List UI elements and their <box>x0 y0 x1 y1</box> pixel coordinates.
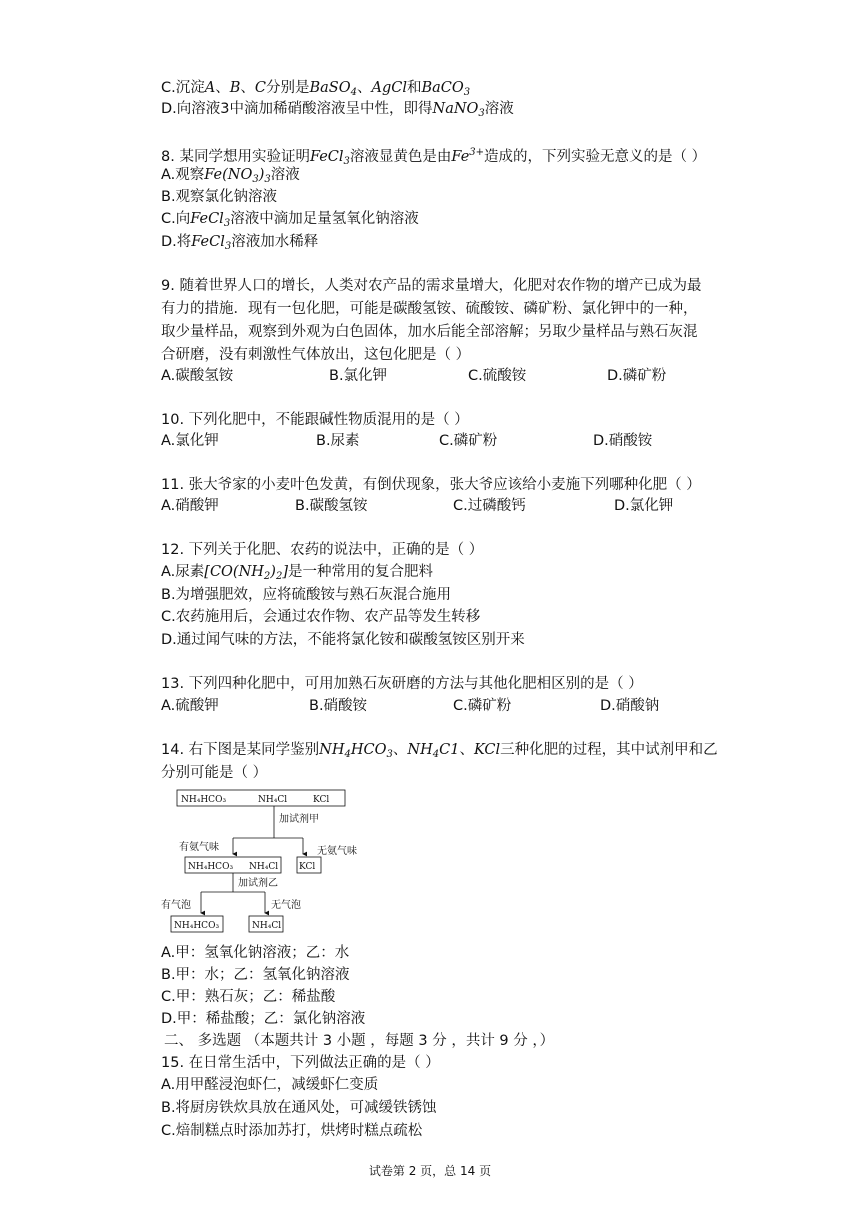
section-heading: 二、 多选题 （本题共计 3 小题 ，每题 3 分 ，共计 9 分 ，） <box>164 1033 555 1049</box>
identification-flowchart <box>161 788 381 938</box>
no-ammonia-smell-label: 无氨气味 <box>317 846 357 857</box>
q12-option-b: B.为增强肥效，应将硫酸铵与熟石灰混合施用 <box>161 587 452 603</box>
top-potassium-chloride-label: KCl <box>313 795 330 805</box>
q11-option-d: D.氯化钾 <box>614 498 674 514</box>
q10-option-d: D.硝酸铵 <box>593 433 653 449</box>
q10-options <box>161 431 721 451</box>
q11-stem: 11. 张大爷家的小麦叶色发黄，有倒伏现象，张大爷应该给小麦施下列哪种化肥（ ） <box>161 477 701 493</box>
q15-stem: 15. 在日常生活中，下列做法正确的是（ ） <box>161 1055 440 1071</box>
q9-option-a: A.碳酸氢铵 <box>161 368 234 384</box>
q7-option-c: C.沉淀A、B、C分别是BaSO$_4$、AgCl和BaCO$_3$ <box>161 80 471 98</box>
q13-option-d: D.硝酸钠 <box>600 698 660 714</box>
q8-option-b: B.观察氯化钠溶液 <box>161 189 278 205</box>
bottom-ammonium-chloride-label: NH₄Cl <box>252 921 282 931</box>
q9-stem-line4: 合研磨，没有刺激性气体放出，这包化肥是（ ） <box>161 347 471 363</box>
top-ammonium-chloride-label: NH₄Cl <box>258 795 288 805</box>
reagent-2-label: 加试剂乙 <box>238 878 278 889</box>
q11-options <box>161 496 721 516</box>
mid-potassium-chloride-label: KCl <box>299 862 316 872</box>
q9-stem-line1: 9. 随着世界人口的增长，人类对农产品的需求量增大，化肥对农作物的增产已成为最 <box>161 278 702 294</box>
q14-option-d: D.甲：稀盐酸；乙：氯化钠溶液 <box>161 1011 366 1027</box>
q14-option-a: A.甲：氢氧化钠溶液；乙：水 <box>161 945 350 961</box>
q10-option-a: A.氯化钾 <box>161 433 219 449</box>
bottom-ammonium-bicarbonate-label: NH₄HCO₃ <box>174 921 220 931</box>
q9-option-d: D.磷矿粉 <box>607 368 667 384</box>
page-footer: 试卷第 2 页，总 14 页 <box>368 1164 492 1178</box>
q13-option-c: C.磷矿粉 <box>453 698 512 714</box>
q12-option-d: D.通过闻气味的方法，不能将氯化铵和碳酸氢铵区别开来 <box>161 632 525 648</box>
q12-option-c: C.农药施用后，会通过农作物、农产品等发生转移 <box>161 609 481 625</box>
q10-option-b: B.尿素 <box>316 433 360 449</box>
has-ammonia-smell-label: 有氨气味 <box>179 842 219 853</box>
q9-option-c: C.硫酸铵 <box>468 368 527 384</box>
mid-ammonium-chloride-label: NH₄Cl <box>249 862 279 872</box>
q9-stem-line3: 取少量样品，观察到外观为白色固体，加水后能全部溶解；另取少量样品与熟石灰混 <box>161 324 698 340</box>
q15-option-c: C.焙制糕点时添加苏打，烘烤时糕点疏松 <box>161 1123 423 1139</box>
q13-option-a: A.硫酸钾 <box>161 698 219 714</box>
q10-option-c: C.磷矿粉 <box>439 433 498 449</box>
q12-option-a: A.尿素$[CO(NH_2)_2]$是一种常用的复合肥料 <box>161 564 434 582</box>
has-bubbles-label: 有气泡 <box>161 900 191 911</box>
q8-option-d: D.将FeCl$_3$溶液加水稀释 <box>161 234 319 252</box>
reagent-1-label: 加试剂甲 <box>279 814 319 825</box>
q9-option-b: B.氯化钾 <box>329 368 388 384</box>
q15-option-b: B.将厨房铁炊具放在通风处，可减缓铁锈蚀 <box>161 1100 437 1116</box>
top-ammonium-bicarbonate-label: NH₄HCO₃ <box>181 795 227 805</box>
q7-option-d: D.向溶液3中滴加稀硝酸溶液呈中性，即得NaNO$_3$溶液 <box>161 101 514 119</box>
mid-ammonium-bicarbonate-label: NH₄HCO₃ <box>188 862 234 872</box>
q10-stem: 10. 下列化肥中，不能跟碱性物质混用的是（ ） <box>161 412 469 428</box>
q13-stem: 13. 下列四种化肥中，可用加熟石灰研磨的方法与其他化肥相区别的是（ ） <box>161 676 643 692</box>
q13-option-b: B.硝酸铵 <box>309 698 368 714</box>
q14-stem-line2: 分别可能是（ ） <box>161 765 268 781</box>
q14-stem-line1: 14. 右下图是某同学鉴别$NH_4HCO_3$、$NH_4C1$、KCl三种化肥的过程，其中试剂甲和乙 <box>161 742 718 760</box>
no-bubbles-label: 无气泡 <box>271 900 301 911</box>
q12-stem: 12. 下列关于化肥、农药的说法中，正确的是（ ） <box>161 542 484 558</box>
q11-option-c: C.过磷酸钙 <box>453 498 526 514</box>
q15-option-a: A.用甲醛浸泡虾仁，减缓虾仁变质 <box>161 1077 379 1093</box>
q11-option-a: A.硝酸钾 <box>161 498 219 514</box>
q8-option-a: A.观察$Fe(NO_3)_3$溶液 <box>161 167 300 185</box>
q13-options <box>161 696 721 716</box>
q9-stem-line2: 有力的措施．现有一包化肥，可能是碳酸氢铵、硫酸铵、磷矿粉、氯化钾中的一种， <box>161 301 698 317</box>
q11-option-b: B.碳酸氢铵 <box>295 498 368 514</box>
q9-options <box>161 366 721 386</box>
q14-option-c: C.甲：熟石灰；乙：稀盐酸 <box>161 989 336 1005</box>
q8-option-c: C.向FeCl$_3$溶液中滴加足量氢氧化钠溶液 <box>161 211 419 229</box>
q8-stem: 8. 某同学想用实验证明FeCl$_3$溶液显黄色是由$Fe^{3+}$造成的，下列实验无意义的是（ ） <box>161 147 707 167</box>
q14-option-b: B.甲：水；乙：氢氧化钠溶液 <box>161 967 350 983</box>
